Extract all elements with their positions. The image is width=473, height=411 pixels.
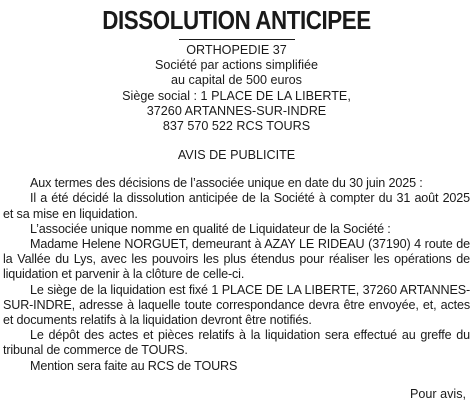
notice-body <box>3 176 470 374</box>
paragraph-liquidation-seat: Le siège de la liquidation est fixé 1 PLACE DE LA LIBERTE, 37260 ARTANNES-SUR-INDRE, adresse à laquelle toute correspondance devra être envoyée, et, actes et documents relatifs à la liquidation devront être notifiés. <box>3 282 470 328</box>
paragraph-mention: Mention sera faite au RCS de TOURS <box>30 358 238 373</box>
closing-signature: Pour avis, <box>410 386 466 401</box>
paragraph-dissolution: Il a été décidé la dissolution anticipée de la Société à compter du 31 août 2025 et sa mise en liquidation. <box>3 191 470 221</box>
notice-subheading: AVIS DE PUBLICITE <box>177 148 296 163</box>
company-address-line1: Siège social : 1 PLACE DE LA LIBERTE, <box>122 88 351 103</box>
title-divider <box>179 39 295 40</box>
paragraph-liquidator-details: Madame Helene NORGUET, demeurant à AZAY LE RIDEAU (37190) 4 route de la Vallée du Lys, avec les pouvoirs les plus étendus pour réaliser les opérations de liquidation et parvenir à la clôture de celle-ci. <box>3 237 470 282</box>
company-legal-form: Société par actions simplifiée <box>154 58 319 73</box>
company-registration: 837 570 522 RCS TOURS <box>162 119 311 134</box>
paragraph-decisions: Aux termes des décisions de l’associée unique en date du 30 juin 2025 : <box>30 176 423 191</box>
company-name: ORTHOPEDIE 37 <box>186 43 287 57</box>
company-capital: au capital de 500 euros <box>171 73 302 88</box>
paragraph-liquidator-appointment: L’associée unique nomme en qualité de Liquidateur de la Société : <box>30 221 391 236</box>
notice-title: DISSOLUTION ANTICIPEE <box>102 5 371 35</box>
paragraph-filing: Le dépôt des actes et pièces relatifs à la liquidation sera effectué au greffe du tribunal de commerce de TOURS. <box>3 328 470 358</box>
company-address-line2: 37260 ARTANNES-SUR-INDRE <box>146 103 327 118</box>
company-block <box>3 43 470 134</box>
